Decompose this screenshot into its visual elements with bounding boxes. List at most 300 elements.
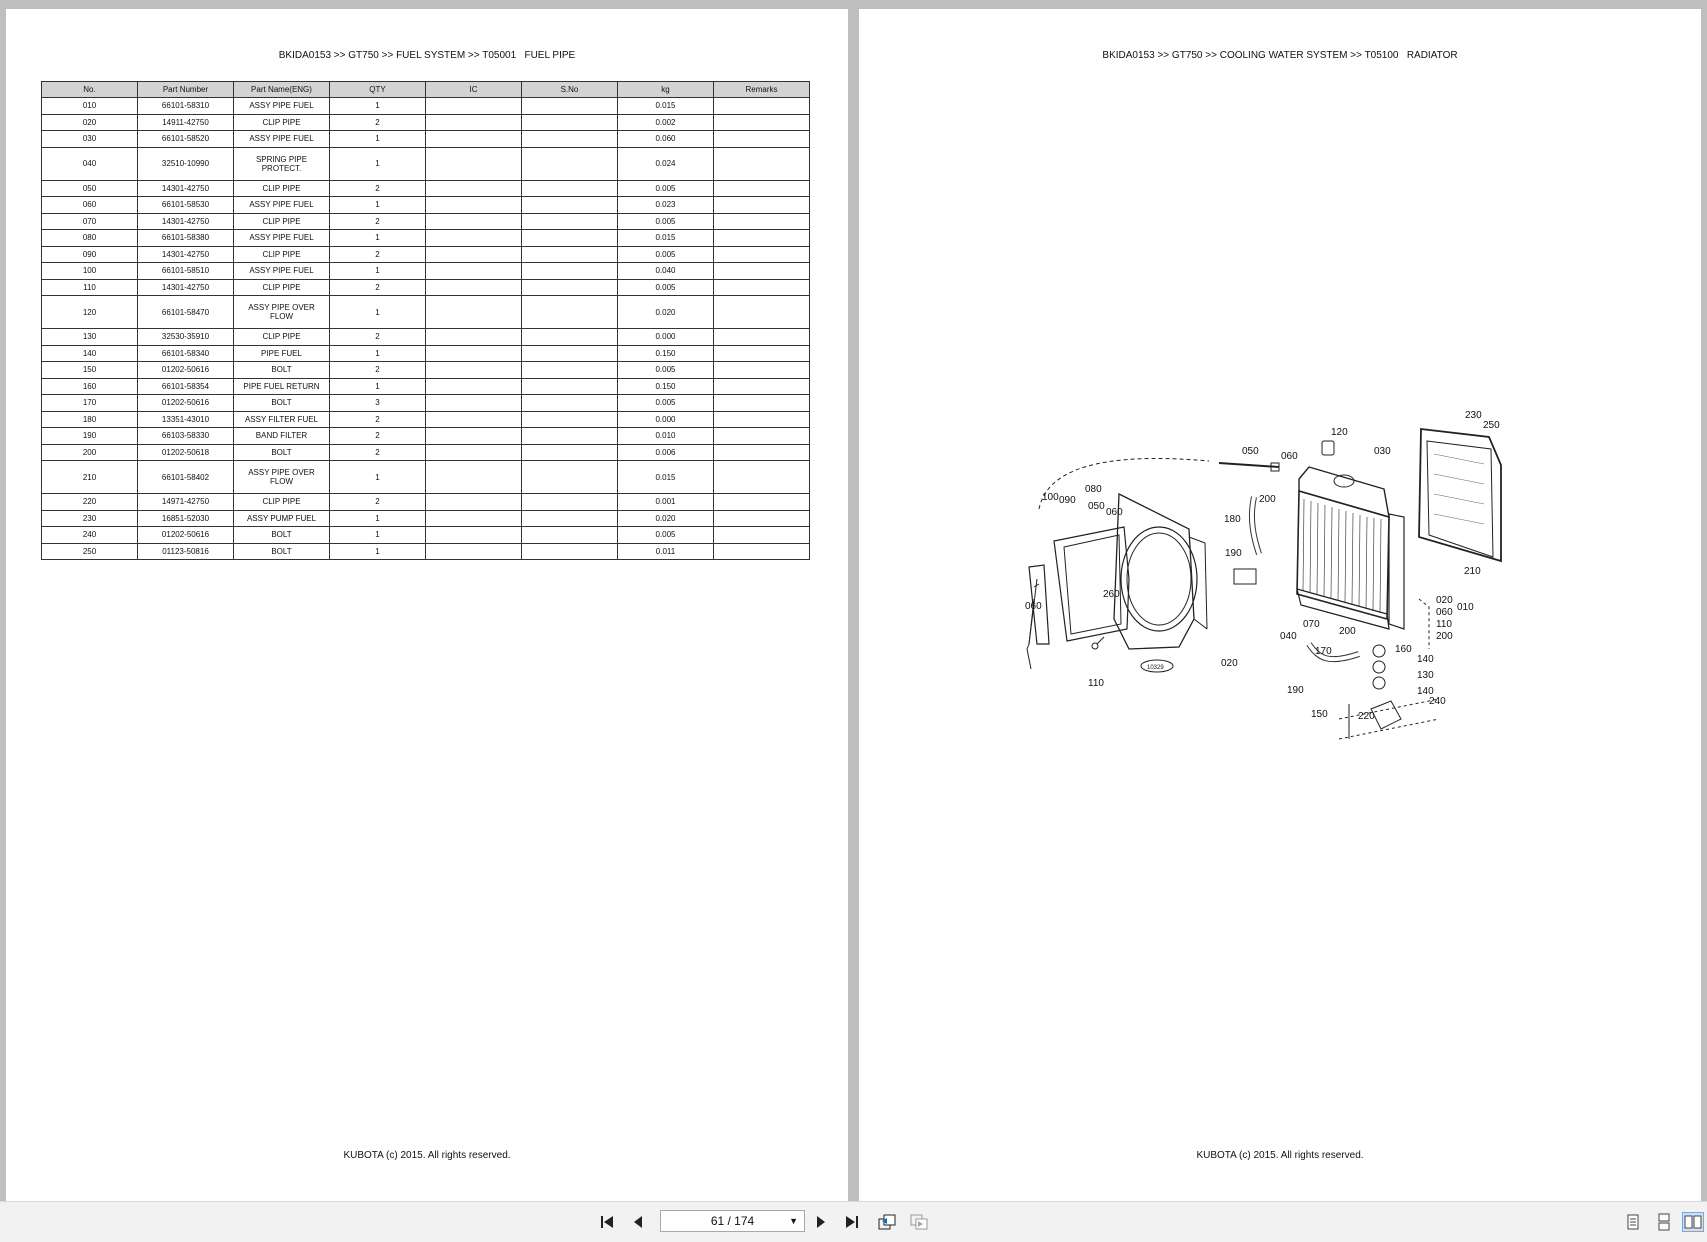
table-row: [42, 230, 810, 247]
table-row: [42, 395, 810, 412]
table-cell-ic: [426, 131, 522, 148]
radiator-exploded-diagram: [1009, 410, 1519, 804]
table-cell-name: ASSY PIPE FUEL: [234, 263, 330, 280]
table-cell-remarks: [714, 180, 810, 197]
column-header: S.No: [522, 82, 618, 98]
table-cell-no: 230: [42, 510, 138, 527]
chevron-down-icon[interactable]: ▼: [789, 1216, 798, 1226]
table-row: [42, 263, 810, 280]
table-header-row: [42, 82, 810, 98]
callout-120: 120: [1331, 427, 1348, 438]
table-row: [42, 147, 810, 180]
table-cell-ic: [426, 114, 522, 131]
table-cell-ic: [426, 279, 522, 296]
table-cell-no: 070: [42, 213, 138, 230]
table-cell-remarks: [714, 114, 810, 131]
table-cell-remarks: [714, 263, 810, 280]
table-cell-sno: [522, 461, 618, 494]
table-cell-qty: 2: [330, 444, 426, 461]
table-row: [42, 362, 810, 379]
table-cell-kg: 0.020: [618, 510, 714, 527]
table-cell-sno: [522, 230, 618, 247]
table-cell-sno: [522, 510, 618, 527]
diagram-code: 10329: [1147, 665, 1164, 671]
table-cell-ic: [426, 147, 522, 180]
table-cell-kg: 0.150: [618, 378, 714, 395]
column-header: Part Number: [138, 82, 234, 98]
table-cell-sno: [522, 329, 618, 346]
callout-090: 090: [1059, 495, 1076, 506]
table-cell-kg: 0.001: [618, 494, 714, 511]
go-back-view-button[interactable]: [876, 1212, 898, 1232]
table-cell-name: CLIP PIPE: [234, 246, 330, 263]
table-row: [42, 180, 810, 197]
table-cell-name: BOLT: [234, 362, 330, 379]
table-cell-qty: 1: [330, 510, 426, 527]
table-cell-remarks: [714, 378, 810, 395]
table-cell-no: 190: [42, 428, 138, 445]
table-cell-ic: [426, 411, 522, 428]
table-cell-qty: 1: [330, 230, 426, 247]
table-cell-qty: 2: [330, 411, 426, 428]
table-cell-ic: [426, 543, 522, 560]
table-cell-name: CLIP PIPE: [234, 114, 330, 131]
table-cell-qty: 1: [330, 131, 426, 148]
table-cell-no: 250: [42, 543, 138, 560]
table-cell-kg: 0.023: [618, 197, 714, 214]
table-cell-part-number: 14301-42750: [138, 246, 234, 263]
table-cell-name: CLIP PIPE: [234, 494, 330, 511]
callout-040: 040: [1280, 631, 1297, 642]
table-cell-name: ASSY FILTER FUEL: [234, 411, 330, 428]
callout-190: 190: [1287, 685, 1304, 696]
table-cell-qty: 1: [330, 527, 426, 544]
column-header: QTY: [330, 82, 426, 98]
callout-160: 160: [1395, 644, 1412, 655]
table-cell-remarks: [714, 230, 810, 247]
page-header: BKIDA0153 >> GT750 >> COOLING WATER SYSTEM >> T05100 RADIATOR: [1102, 50, 1458, 61]
table-cell-ic: [426, 213, 522, 230]
table-cell-no: 200: [42, 444, 138, 461]
table-cell-qty: 2: [330, 428, 426, 445]
table-row: [42, 345, 810, 362]
table-cell-remarks: [714, 527, 810, 544]
table-cell-qty: 3: [330, 395, 426, 412]
column-header: No.: [42, 82, 138, 98]
table-cell-name: CLIP PIPE: [234, 329, 330, 346]
table-cell-no: 050: [42, 180, 138, 197]
table-cell-kg: 0.010: [618, 428, 714, 445]
table-cell-ic: [426, 494, 522, 511]
viewer-toolbar: [0, 1201, 1707, 1242]
table-cell-qty: 2: [330, 180, 426, 197]
first-page-button[interactable]: [597, 1212, 619, 1232]
table-cell-kg: 0.040: [618, 263, 714, 280]
table-cell-sno: [522, 279, 618, 296]
table-cell-name: PIPE FUEL: [234, 345, 330, 362]
column-header: kg: [618, 82, 714, 98]
table-cell-kg: 0.005: [618, 362, 714, 379]
page-number-field[interactable]: [660, 1210, 805, 1232]
table-cell-qty: 2: [330, 329, 426, 346]
table-cell-remarks: [714, 279, 810, 296]
table-cell-part-number: 01202-50616: [138, 527, 234, 544]
table-cell-remarks: [714, 147, 810, 180]
table-cell-ic: [426, 345, 522, 362]
table-cell-no: 220: [42, 494, 138, 511]
table-cell-qty: 1: [330, 197, 426, 214]
table-cell-ic: [426, 329, 522, 346]
table-cell-remarks: [714, 543, 810, 560]
table-cell-sno: [522, 494, 618, 511]
table-cell-name: SPRING PIPE PROTECT.: [234, 147, 330, 180]
table-cell-name: BOLT: [234, 395, 330, 412]
table-cell-sno: [522, 131, 618, 148]
table-cell-ic: [426, 428, 522, 445]
table-cell-no: 110: [42, 279, 138, 296]
table-cell-sno: [522, 428, 618, 445]
table-cell-sno: [522, 345, 618, 362]
table-cell-qty: 1: [330, 98, 426, 115]
table-cell-qty: 1: [330, 461, 426, 494]
table-cell-ic: [426, 378, 522, 395]
table-cell-part-number: 01123-50816: [138, 543, 234, 560]
table-cell-kg: 0.015: [618, 230, 714, 247]
callout-220: 220: [1358, 711, 1375, 722]
table-cell-name: CLIP PIPE: [234, 279, 330, 296]
table-cell-qty: 1: [330, 263, 426, 280]
table-cell-no: 100: [42, 263, 138, 280]
table-cell-name: BOLT: [234, 444, 330, 461]
last-page-button[interactable]: [840, 1212, 862, 1232]
table-cell-part-number: 66101-58380: [138, 230, 234, 247]
table-cell-name: ASSY PIPE FUEL: [234, 230, 330, 247]
table-cell-remarks: [714, 197, 810, 214]
page-footer: KUBOTA (c) 2015. All rights reserved.: [343, 1150, 511, 1161]
table-cell-name: ASSY PIPE OVER FLOW: [234, 296, 330, 329]
table-cell-part-number: 66101-58402: [138, 461, 234, 494]
table-cell-qty: 1: [330, 378, 426, 395]
callout-030: 030: [1374, 446, 1391, 457]
table-cell-qty: 2: [330, 362, 426, 379]
table-cell-name: BOLT: [234, 527, 330, 544]
table-cell-kg: 0.006: [618, 444, 714, 461]
table-cell-qty: 1: [330, 543, 426, 560]
table-cell-no: 010: [42, 98, 138, 115]
callout-180: 180: [1224, 514, 1241, 525]
table-cell-sno: [522, 246, 618, 263]
table-cell-qty: 2: [330, 213, 426, 230]
table-cell-kg: 0.150: [618, 345, 714, 362]
callout-170: 170: [1315, 646, 1332, 657]
single-page-icon: [1625, 1213, 1641, 1231]
table-cell-ic: [426, 510, 522, 527]
callout-230: 230: [1465, 410, 1482, 421]
table-cell-kg: 0.005: [618, 395, 714, 412]
table-cell-ic: [426, 180, 522, 197]
left-page: [6, 9, 848, 1201]
two-page-view-button[interactable]: [1682, 1212, 1704, 1232]
callout-060: 060: [1106, 507, 1123, 518]
callout-050: 050: [1242, 446, 1259, 457]
table-cell-sno: [522, 543, 618, 560]
callout-060: 060: [1281, 451, 1298, 462]
table-cell-remarks: [714, 510, 810, 527]
table-cell-no: 080: [42, 230, 138, 247]
table-cell-name: ASSY PIPE FUEL: [234, 197, 330, 214]
table-cell-sno: [522, 411, 618, 428]
table-row: [42, 444, 810, 461]
table-cell-no: 210: [42, 461, 138, 494]
table-row: [42, 543, 810, 560]
two-page-icon: [1684, 1213, 1702, 1231]
callout-150: 150: [1311, 709, 1328, 720]
callout-060: 060: [1436, 607, 1453, 618]
callout-070: 070: [1303, 619, 1320, 630]
table-cell-no: 140: [42, 345, 138, 362]
table-cell-no: 090: [42, 246, 138, 263]
table-cell-ic: [426, 197, 522, 214]
table-row: [42, 461, 810, 494]
table-cell-name: CLIP PIPE: [234, 180, 330, 197]
page-footer: KUBOTA (c) 2015. All rights reserved.: [1196, 1150, 1364, 1161]
table-row: [42, 213, 810, 230]
column-header: Part Name(ENG): [234, 82, 330, 98]
table-cell-remarks: [714, 345, 810, 362]
callout-250: 250: [1483, 420, 1500, 431]
callout-050: 050: [1088, 501, 1105, 512]
table-cell-remarks: [714, 461, 810, 494]
table-cell-remarks: [714, 131, 810, 148]
continuous-view-button[interactable]: [1653, 1212, 1675, 1232]
table-cell-no: 020: [42, 114, 138, 131]
table-cell-remarks: [714, 98, 810, 115]
callout-020: 020: [1221, 658, 1238, 669]
table-cell-no: 030: [42, 131, 138, 148]
table-cell-part-number: 32530-35910: [138, 329, 234, 346]
table-cell-kg: 0.015: [618, 98, 714, 115]
table-cell-part-number: 66101-58530: [138, 197, 234, 214]
table-cell-kg: 0.000: [618, 411, 714, 428]
table-cell-remarks: [714, 428, 810, 445]
table-cell-remarks: [714, 296, 810, 329]
table-cell-sno: [522, 147, 618, 180]
table-cell-name: ASSY PIPE FUEL: [234, 131, 330, 148]
table-cell-sno: [522, 197, 618, 214]
table-row: [42, 494, 810, 511]
callout-020: 020: [1436, 595, 1453, 606]
table-cell-remarks: [714, 329, 810, 346]
table-cell-qty: 2: [330, 279, 426, 296]
table-row: [42, 197, 810, 214]
table-cell-sno: [522, 114, 618, 131]
column-header: Remarks: [714, 82, 810, 98]
continuous-page-icon: [1656, 1213, 1672, 1231]
table-cell-ic: [426, 230, 522, 247]
table-cell-part-number: 66101-58354: [138, 378, 234, 395]
table-cell-part-number: 01202-50616: [138, 395, 234, 412]
table-cell-kg: 0.005: [618, 279, 714, 296]
callout-200: 200: [1259, 494, 1276, 505]
right-page: [859, 9, 1701, 1201]
callout-240: 240: [1429, 696, 1446, 707]
table-row: [42, 98, 810, 115]
table-cell-sno: [522, 378, 618, 395]
table-row: [42, 510, 810, 527]
table-cell-part-number: 66101-58310: [138, 98, 234, 115]
table-cell-name: ASSY PIPE OVER FLOW: [234, 461, 330, 494]
callout-200: 200: [1339, 626, 1356, 637]
page-header: BKIDA0153 >> GT750 >> FUEL SYSTEM >> T05001 FUEL PIPE: [278, 50, 576, 61]
table-cell-name: BAND FILTER: [234, 428, 330, 445]
page-indicator: 61 / 174: [710, 1214, 755, 1228]
table-cell-qty: 2: [330, 114, 426, 131]
callout-260: 260: [1103, 589, 1120, 600]
callout-100: 100: [1042, 492, 1059, 503]
table-cell-part-number: 66101-58520: [138, 131, 234, 148]
table-row: [42, 428, 810, 445]
table-cell-kg: 0.060: [618, 131, 714, 148]
table-cell-part-number: 01202-50616: [138, 362, 234, 379]
table-cell-kg: 0.000: [618, 329, 714, 346]
table-cell-kg: 0.011: [618, 543, 714, 560]
table-cell-kg: 0.005: [618, 527, 714, 544]
table-cell-kg: 0.005: [618, 246, 714, 263]
go-forward-view-button[interactable]: [908, 1212, 930, 1232]
table-cell-remarks: [714, 362, 810, 379]
table-cell-name: PIPE FUEL RETURN: [234, 378, 330, 395]
column-header: IC: [426, 82, 522, 98]
table-cell-ic: [426, 296, 522, 329]
table-cell-ic: [426, 362, 522, 379]
table-cell-remarks: [714, 395, 810, 412]
table-cell-no: 040: [42, 147, 138, 180]
table-cell-no: 170: [42, 395, 138, 412]
table-cell-sno: [522, 444, 618, 461]
callout-110: 110: [1088, 678, 1104, 689]
table-cell-kg: 0.015: [618, 461, 714, 494]
table-cell-sno: [522, 362, 618, 379]
table-cell-ic: [426, 246, 522, 263]
table-cell-no: 150: [42, 362, 138, 379]
parts-table-body: [42, 98, 810, 560]
table-cell-sno: [522, 98, 618, 115]
first-page-icon: [599, 1214, 617, 1230]
table-cell-ic: [426, 98, 522, 115]
table-cell-no: 060: [42, 197, 138, 214]
callout-130: 130: [1417, 670, 1434, 681]
table-cell-kg: 0.024: [618, 147, 714, 180]
table-cell-name: BOLT: [234, 543, 330, 560]
previous-page-button[interactable]: [627, 1212, 649, 1232]
table-cell-part-number: 14911-42750: [138, 114, 234, 131]
table-cell-part-number: 01202-50618: [138, 444, 234, 461]
table-cell-sno: [522, 296, 618, 329]
table-cell-ic: [426, 461, 522, 494]
table-cell-sno: [522, 527, 618, 544]
table-cell-kg: 0.020: [618, 296, 714, 329]
table-cell-remarks: [714, 213, 810, 230]
last-page-icon: [842, 1214, 860, 1230]
table-cell-part-number: 66101-58470: [138, 296, 234, 329]
go-back-view-icon: [877, 1213, 897, 1231]
table-row: [42, 411, 810, 428]
table-cell-ic: [426, 527, 522, 544]
table-cell-no: 240: [42, 527, 138, 544]
table-cell-name: ASSY PUMP FUEL: [234, 510, 330, 527]
callout-110: 110: [1436, 619, 1452, 630]
table-cell-part-number: 66101-58340: [138, 345, 234, 362]
callout-010: 010: [1457, 602, 1474, 613]
table-cell-ic: [426, 395, 522, 412]
table-cell-part-number: 14301-42750: [138, 213, 234, 230]
table-cell-part-number: 14301-42750: [138, 180, 234, 197]
table-cell-no: 180: [42, 411, 138, 428]
callout-060: 060: [1025, 601, 1042, 612]
single-page-view-button[interactable]: [1622, 1212, 1644, 1232]
table-cell-part-number: 14971-42750: [138, 494, 234, 511]
callout-140: 140: [1417, 654, 1434, 665]
table-cell-sno: [522, 213, 618, 230]
table-cell-part-number: 32510-10990: [138, 147, 234, 180]
callout-210: 210: [1464, 566, 1481, 577]
previous-page-icon: [631, 1214, 645, 1230]
table-cell-name: CLIP PIPE: [234, 213, 330, 230]
table-cell-qty: 1: [330, 296, 426, 329]
parts-table: [41, 81, 810, 560]
table-cell-qty: 1: [330, 147, 426, 180]
table-cell-sno: [522, 180, 618, 197]
table-cell-part-number: 66103-58330: [138, 428, 234, 445]
table-cell-no: 130: [42, 329, 138, 346]
table-cell-no: 160: [42, 378, 138, 395]
table-cell-remarks: [714, 246, 810, 263]
table-cell-kg: 0.005: [618, 180, 714, 197]
callout-080: 080: [1085, 484, 1102, 495]
next-page-button[interactable]: [810, 1212, 832, 1232]
table-cell-name: ASSY PIPE FUEL: [234, 98, 330, 115]
callout-140: 140: [1417, 686, 1434, 697]
table-cell-ic: [426, 263, 522, 280]
table-row: [42, 246, 810, 263]
table-cell-qty: 2: [330, 246, 426, 263]
table-cell-sno: [522, 395, 618, 412]
table-row: [42, 329, 810, 346]
go-forward-view-icon: [909, 1213, 929, 1231]
table-cell-qty: 2: [330, 494, 426, 511]
table-cell-qty: 1: [330, 345, 426, 362]
table-cell-remarks: [714, 411, 810, 428]
table-row: [42, 296, 810, 329]
table-cell-part-number: 14301-42750: [138, 279, 234, 296]
table-row: [42, 114, 810, 131]
table-cell-remarks: [714, 444, 810, 461]
table-row: [42, 279, 810, 296]
table-row: [42, 131, 810, 148]
callout-190: 190: [1225, 548, 1242, 559]
callout-200: 200: [1436, 631, 1453, 642]
table-cell-part-number: 13351-43010: [138, 411, 234, 428]
table-cell-remarks: [714, 494, 810, 511]
table-cell-kg: 0.005: [618, 213, 714, 230]
table-cell-ic: [426, 444, 522, 461]
table-row: [42, 378, 810, 395]
table-cell-kg: 0.002: [618, 114, 714, 131]
table-cell-no: 120: [42, 296, 138, 329]
next-page-icon: [814, 1214, 828, 1230]
table-row: [42, 527, 810, 544]
table-cell-part-number: 16851-52030: [138, 510, 234, 527]
